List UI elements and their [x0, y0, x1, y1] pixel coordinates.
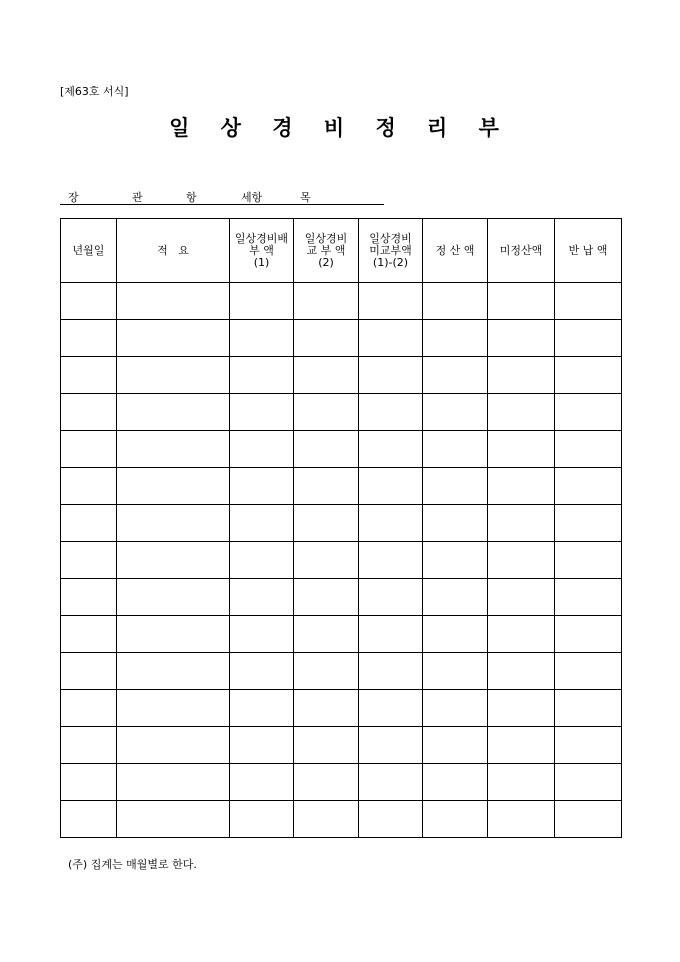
header-granted-amount-line2: 교 부 액: [306, 243, 346, 257]
page-title: 일 상 경 비 정 리 부: [169, 115, 511, 140]
cell-ungranted-amount: [359, 616, 423, 653]
cell-returned-amount: [555, 431, 622, 468]
cell-ungranted-amount: [359, 505, 423, 542]
cell-settled-amount: [423, 468, 488, 505]
cell-summary: [117, 505, 230, 542]
cell-granted-amount: [294, 357, 359, 394]
table-row: [61, 394, 622, 431]
header-allocated-amount: [230, 219, 294, 283]
cell-unsettled-amount: [488, 394, 555, 431]
cell-summary: [117, 357, 230, 394]
table-row: [61, 320, 622, 357]
cell-returned-amount: [555, 727, 622, 764]
cell-returned-amount: [555, 690, 622, 727]
header-returned-amount-line1: 반 납 액: [568, 243, 608, 257]
cell-date: [61, 320, 117, 357]
cell-date: [61, 801, 117, 838]
table-row: [61, 653, 622, 690]
budget-category-row: [60, 188, 384, 205]
cell-unsettled-amount: [488, 283, 555, 320]
cell-ungranted-amount: [359, 357, 423, 394]
cell-settled-amount: [423, 727, 488, 764]
cell-settled-amount: [423, 690, 488, 727]
cell-date: [61, 283, 117, 320]
cell-summary: [117, 653, 230, 690]
ledger-body: [61, 283, 622, 838]
header-granted-amount: [294, 219, 359, 283]
cell-granted-amount: [294, 283, 359, 320]
cell-ungranted-amount: [359, 801, 423, 838]
cell-unsettled-amount: [488, 468, 555, 505]
header-date: [61, 219, 117, 283]
cell-date: [61, 616, 117, 653]
cell-returned-amount: [555, 653, 622, 690]
table-row: [61, 801, 622, 838]
cell-granted-amount: [294, 320, 359, 357]
cell-granted-amount: [294, 468, 359, 505]
cell-ungranted-amount: [359, 690, 423, 727]
cell-granted-amount: [294, 690, 359, 727]
cell-date: [61, 727, 117, 764]
header-summary: [117, 219, 230, 283]
header-settled-amount-line1: 정 산 액: [435, 243, 475, 257]
cell-returned-amount: [555, 505, 622, 542]
cell-summary: [117, 394, 230, 431]
cell-allocated-amount: [230, 579, 294, 616]
cell-settled-amount: [423, 320, 488, 357]
cell-unsettled-amount: [488, 801, 555, 838]
table-row: [61, 764, 622, 801]
table-row: [61, 690, 622, 727]
cell-granted-amount: [294, 727, 359, 764]
cell-unsettled-amount: [488, 690, 555, 727]
cell-allocated-amount: [230, 505, 294, 542]
cell-date: [61, 690, 117, 727]
table-row: [61, 542, 622, 579]
cell-granted-amount: [294, 394, 359, 431]
cell-summary: [117, 727, 230, 764]
cell-returned-amount: [555, 542, 622, 579]
cell-granted-amount: [294, 542, 359, 579]
cell-unsettled-amount: [488, 542, 555, 579]
cell-settled-amount: [423, 801, 488, 838]
cell-settled-amount: [423, 505, 488, 542]
table-row: [61, 431, 622, 468]
cell-allocated-amount: [230, 320, 294, 357]
cell-returned-amount: [555, 801, 622, 838]
cell-returned-amount: [555, 357, 622, 394]
cell-allocated-amount: [230, 468, 294, 505]
table-row: [61, 505, 622, 542]
budget-category-mok: 목: [300, 191, 311, 204]
cell-date: [61, 653, 117, 690]
cell-allocated-amount: [230, 727, 294, 764]
cell-date: [61, 394, 117, 431]
header-returned-amount: [555, 219, 622, 283]
header-allocated-amount-line1: 일상경비배: [234, 231, 289, 245]
form-number: [제63호 서식]: [60, 85, 129, 98]
cell-returned-amount: [555, 320, 622, 357]
cell-date: [61, 764, 117, 801]
cell-returned-amount: [555, 468, 622, 505]
cell-settled-amount: [423, 357, 488, 394]
budget-category-gwan: 관: [132, 191, 143, 204]
cell-allocated-amount: [230, 690, 294, 727]
header-ungranted-amount-line1: 일상경비: [369, 231, 412, 245]
cell-granted-amount: [294, 616, 359, 653]
cell-allocated-amount: [230, 616, 294, 653]
table-row: [61, 727, 622, 764]
cell-granted-amount: [294, 653, 359, 690]
cell-summary: [117, 468, 230, 505]
cell-summary: [117, 801, 230, 838]
table-row: [61, 579, 622, 616]
cell-allocated-amount: [230, 764, 294, 801]
cell-unsettled-amount: [488, 505, 555, 542]
cell-summary: [117, 616, 230, 653]
cell-allocated-amount: [230, 431, 294, 468]
cell-summary: [117, 690, 230, 727]
cell-summary: [117, 320, 230, 357]
header-allocated-amount-line2: 부 액: [249, 243, 274, 257]
cell-summary: [117, 579, 230, 616]
cell-allocated-amount: [230, 394, 294, 431]
cell-unsettled-amount: [488, 764, 555, 801]
cell-granted-amount: [294, 801, 359, 838]
cell-settled-amount: [423, 764, 488, 801]
header-ungranted-amount: [359, 219, 423, 283]
ledger-table: [60, 218, 622, 838]
header-row: [61, 219, 622, 283]
cell-date: [61, 357, 117, 394]
footnote: (주) 집계는 매월별로 한다.: [68, 858, 197, 871]
cell-settled-amount: [423, 431, 488, 468]
cell-date: [61, 542, 117, 579]
header-allocated-amount-line3: (1): [253, 255, 270, 269]
cell-date: [61, 431, 117, 468]
cell-returned-amount: [555, 394, 622, 431]
header-unsettled-amount-line1: 미정산액: [499, 243, 543, 257]
header-summary-line1: 적 요: [157, 243, 189, 257]
cell-ungranted-amount: [359, 468, 423, 505]
cell-date: [61, 468, 117, 505]
cell-allocated-amount: [230, 801, 294, 838]
cell-unsettled-amount: [488, 579, 555, 616]
budget-category-sehang: 세항: [241, 191, 263, 204]
cell-granted-amount: [294, 505, 359, 542]
cell-ungranted-amount: [359, 579, 423, 616]
cell-returned-amount: [555, 764, 622, 801]
cell-ungranted-amount: [359, 320, 423, 357]
header-settled-amount: [423, 219, 488, 283]
header-granted-amount-line3: (2): [318, 255, 334, 269]
cell-returned-amount: [555, 283, 622, 320]
cell-unsettled-amount: [488, 431, 555, 468]
budget-category-hang: 항: [186, 191, 197, 204]
cell-ungranted-amount: [359, 542, 423, 579]
cell-ungranted-amount: [359, 283, 423, 320]
cell-summary: [117, 764, 230, 801]
cell-unsettled-amount: [488, 357, 555, 394]
table-row: [61, 357, 622, 394]
cell-ungranted-amount: [359, 394, 423, 431]
cell-summary: [117, 283, 230, 320]
header-granted-amount-line1: 일상경비: [304, 231, 348, 245]
cell-ungranted-amount: [359, 431, 423, 468]
cell-summary: [117, 431, 230, 468]
cell-settled-amount: [423, 394, 488, 431]
cell-settled-amount: [423, 283, 488, 320]
cell-settled-amount: [423, 653, 488, 690]
cell-allocated-amount: [230, 653, 294, 690]
cell-unsettled-amount: [488, 727, 555, 764]
header-ungranted-amount-line3: (1)-(2): [372, 255, 409, 269]
cell-ungranted-amount: [359, 727, 423, 764]
cell-allocated-amount: [230, 542, 294, 579]
header-date-line1: 년월일: [72, 243, 105, 257]
cell-settled-amount: [423, 579, 488, 616]
cell-returned-amount: [555, 579, 622, 616]
cell-date: [61, 505, 117, 542]
cell-date: [61, 579, 117, 616]
cell-allocated-amount: [230, 357, 294, 394]
cell-granted-amount: [294, 764, 359, 801]
cell-summary: [117, 542, 230, 579]
cell-unsettled-amount: [488, 320, 555, 357]
table-row: [61, 283, 622, 320]
cell-returned-amount: [555, 616, 622, 653]
header-unsettled-amount: [488, 219, 555, 283]
table-row: [61, 468, 622, 505]
cell-ungranted-amount: [359, 764, 423, 801]
cell-unsettled-amount: [488, 653, 555, 690]
cell-granted-amount: [294, 579, 359, 616]
table-row: [61, 616, 622, 653]
cell-ungranted-amount: [359, 653, 423, 690]
budget-category-jang: 장: [68, 191, 79, 204]
cell-unsettled-amount: [488, 616, 555, 653]
cell-settled-amount: [423, 542, 488, 579]
cell-settled-amount: [423, 616, 488, 653]
header-ungranted-amount-line2: 미교부액: [369, 243, 412, 257]
cell-allocated-amount: [230, 283, 294, 320]
cell-granted-amount: [294, 431, 359, 468]
